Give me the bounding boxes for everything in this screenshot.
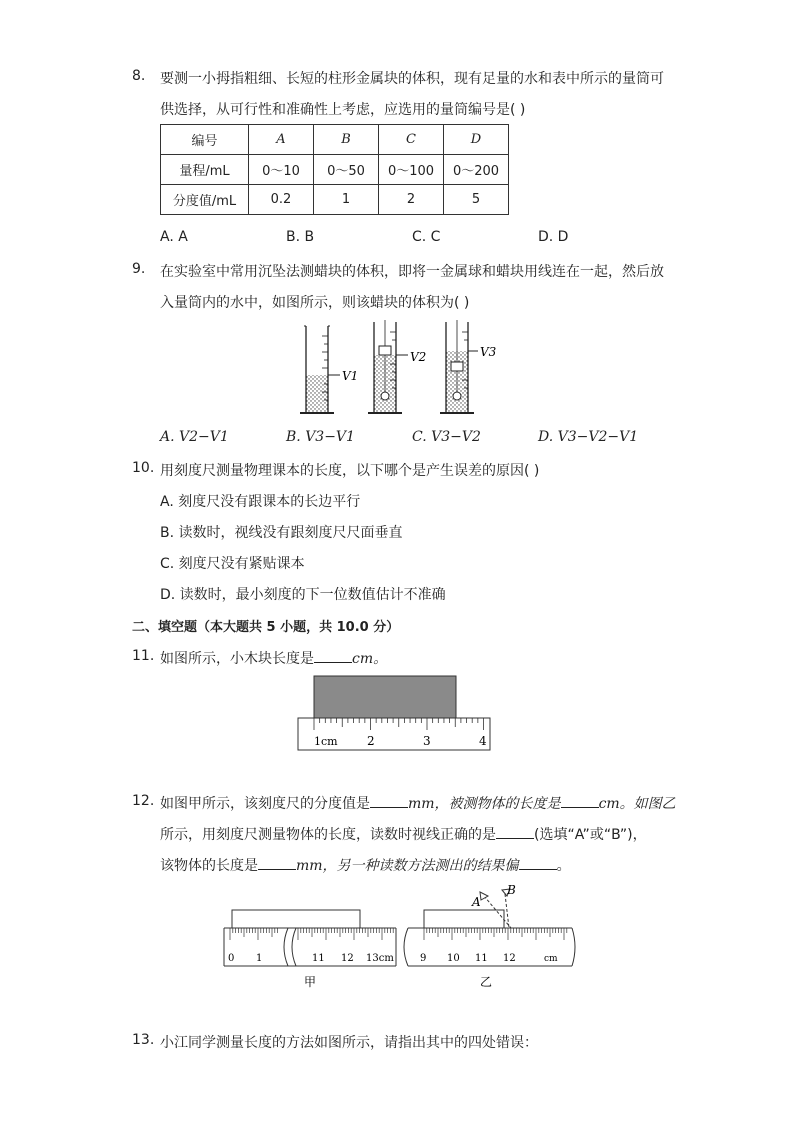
ruler-label: 9 — [420, 953, 427, 964]
ruler-label: 1cm — [314, 735, 338, 748]
q12-text-line3 — [160, 855, 571, 875]
q8-text-line2: 供选择，从可行性和准确性上考虑，应选用的量筒编号是( ) — [160, 102, 526, 118]
ruler-label: 4 — [479, 734, 487, 748]
cylinder-1 — [300, 326, 358, 413]
q10-option-b[interactable]: B. 读数时，视线没有跟刻度尺尺面垂直 — [160, 525, 403, 541]
eye-a-icon — [480, 892, 488, 900]
q9-cylinders-figure — [296, 318, 506, 422]
q12-text: 。 — [556, 858, 571, 874]
q11-ruler-figure — [296, 674, 496, 754]
ruler-label: cm — [544, 954, 558, 964]
table-row — [161, 125, 509, 155]
q9-text-line2: 入量筒内的水中，如图所示，则该蜡块的体积为( ) — [160, 295, 470, 311]
q9-option-a[interactable]: A. V2−V1 — [160, 429, 229, 445]
q12-text-line2 — [160, 824, 647, 844]
table-cell: C — [379, 125, 444, 155]
q10-option-d[interactable]: D. 读数时，最小刻度的下一位数值估计不准确 — [160, 587, 446, 603]
section-heading: 二、填空题（本大题共 5 小题，共 10.0 分） — [132, 620, 400, 635]
answer-blank[interactable] — [258, 857, 296, 870]
q12-ruler-figures — [222, 882, 582, 990]
label-v1: V1 — [342, 369, 359, 383]
q12-text: 如图甲所示，该刻度尺的分度值是 — [160, 796, 370, 812]
q9-text-line1: 在实验室中常用沉坠法测蜡块的体积，即将一金属球和蜡块用线连在一起，然后放 — [160, 264, 664, 280]
q8-option-a[interactable]: A. A — [160, 229, 188, 245]
q13-text-line1: 小江同学测量长度的方法如图所示，请指出其中的四处错误： — [160, 1035, 538, 1051]
label-v3: V3 — [480, 345, 497, 359]
table-cell: 0～50 — [314, 155, 379, 185]
q10-number: 10. — [132, 460, 155, 476]
caption-yi: 乙 — [480, 975, 493, 989]
table-cell: D — [444, 125, 509, 155]
q12-text: 该物体的长度是 — [160, 858, 258, 874]
answer-blank[interactable] — [496, 826, 534, 839]
ruler-label: 11 — [312, 953, 325, 964]
table-cell: 0～200 — [444, 155, 509, 185]
ruler-label: 3 — [423, 734, 431, 748]
q8-option-d[interactable]: D. D — [538, 229, 569, 245]
table-cell: 编号 — [161, 125, 249, 155]
ruler-label: 12 — [341, 953, 354, 964]
table-cell: 0～10 — [249, 155, 314, 185]
q12-text: (选填“A”或“B”)， — [534, 827, 647, 843]
table-row — [161, 185, 509, 215]
q8-option-c[interactable]: C. C — [412, 229, 441, 245]
table-cell: 2 — [379, 185, 444, 215]
q9-option-b[interactable]: B. V3−V1 — [286, 429, 355, 445]
ruler-label: 12 — [503, 953, 516, 964]
ruler-yi — [404, 883, 575, 989]
q11-number: 11. — [132, 648, 155, 664]
table-row — [161, 155, 509, 185]
q12-text: 所示，用刻度尺测量物体的长度，读数时视线正确的是 — [160, 827, 496, 843]
table-cell: A — [249, 125, 314, 155]
q9-option-c[interactable]: C. V3−V2 — [412, 429, 481, 445]
answer-blank[interactable] — [519, 857, 557, 870]
caption-jia: 甲 — [304, 975, 317, 989]
q8-number: 8. — [132, 68, 146, 84]
q11-text — [160, 648, 387, 668]
ruler-label: 1 — [256, 953, 263, 964]
ruler-label: 13cm — [366, 953, 394, 964]
q12-text: mm，另一种读数方法测出的结果偏 — [296, 858, 519, 874]
table-cell: 0～100 — [379, 155, 444, 185]
cylinder-2 — [368, 320, 426, 413]
q10-option-c[interactable]: C. 刻度尺没有紧贴课本 — [160, 556, 305, 572]
q10-option-a[interactable]: A. 刻度尺没有跟课本的长边平行 — [160, 494, 361, 510]
q9-option-d[interactable]: D. V3−V2−V1 — [538, 429, 639, 445]
answer-blank[interactable] — [314, 650, 352, 663]
eye-label-b: B — [507, 883, 516, 897]
ruler-label: 0 — [228, 953, 235, 964]
label-v2: V2 — [410, 350, 427, 364]
ruler-label: 2 — [367, 734, 375, 748]
q8-text-line1: 要测一小拇指粗细、长短的柱形金属块的体积，现有足量的水和表中所示的量筒可 — [160, 71, 664, 87]
q12-text-line1 — [160, 793, 676, 813]
table-cell: 分度值/mL — [161, 185, 249, 215]
table-cell: 0.2 — [249, 185, 314, 215]
q8-cylinder-table — [160, 124, 509, 215]
ruler-jia — [224, 910, 396, 989]
table-cell: 1 — [314, 185, 379, 215]
q12-text: mm，被测物体的长度是 — [408, 796, 561, 812]
q9-number: 9. — [132, 261, 146, 277]
q11-prompt: 如图所示，小木块长度是 — [160, 651, 314, 667]
q8-option-b[interactable]: B. B — [286, 229, 315, 245]
answer-blank[interactable] — [561, 795, 599, 808]
cylinder-3 — [440, 320, 497, 413]
answer-blank[interactable] — [370, 795, 408, 808]
q11-unit: cm。 — [352, 651, 388, 667]
eye-label-a: A — [472, 895, 481, 909]
table-cell: B — [314, 125, 379, 155]
ruler-label: 11 — [475, 953, 488, 964]
q10-text-line1: 用刻度尺测量物理课本的长度，以下哪个是产生误差的原因( ) — [160, 463, 540, 479]
q13-number: 13. — [132, 1032, 155, 1048]
q12-text: cm。如图乙 — [598, 796, 676, 812]
table-cell: 量程/mL — [161, 155, 249, 185]
q12-number: 12. — [132, 793, 155, 809]
ruler-label: 10 — [447, 953, 460, 964]
table-cell: 5 — [444, 185, 509, 215]
